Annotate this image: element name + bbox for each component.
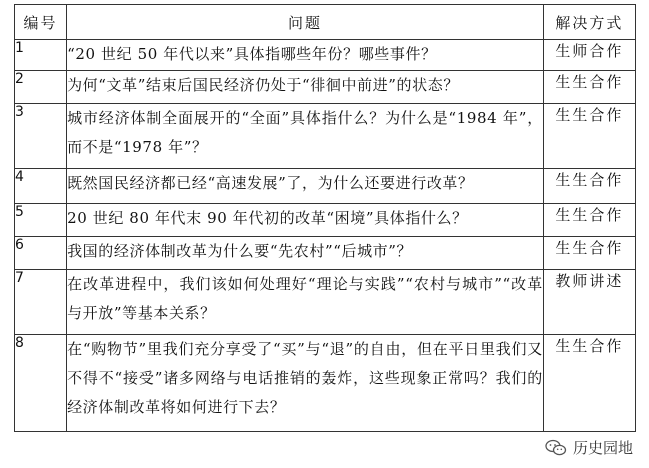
row-number: 8 — [15, 335, 67, 432]
row-number: 1 — [15, 40, 67, 71]
table-row — [15, 204, 636, 237]
row-method: 生生合作 — [543, 204, 635, 237]
table-row — [15, 40, 636, 71]
row-number: 4 — [15, 169, 67, 204]
row-method: 生生合作 — [543, 237, 635, 270]
row-method: 生生合作 — [543, 335, 635, 432]
header-row — [15, 5, 636, 40]
watermark-text: 历史园地 — [572, 439, 633, 457]
row-question: “20 世纪 50 年代以来”具体指哪些年份？哪些事件？ — [67, 40, 544, 71]
row-question: 为何“文革”结束后国民经济仍处于“徘徊中前进”的状态？ — [67, 71, 544, 104]
row-method: 教师讲述 — [543, 270, 635, 335]
table-row — [15, 270, 636, 335]
wechat-icon — [545, 439, 567, 457]
table-row — [15, 71, 636, 104]
row-number: 5 — [15, 204, 67, 237]
row-question: 既然国民经济都已经“高速发展”了，为什么还要进行改革？ — [67, 169, 544, 204]
row-question: 我国的经济体制改革为什么要“先农村”“后城市”？ — [67, 237, 544, 270]
header-method: 解决方式 — [543, 5, 635, 40]
row-number: 2 — [15, 71, 67, 104]
row-question: 城市经济体制全面展开的“全面”具体指什么？为什么是“1984 年”，而不是“1978 年”？ — [67, 104, 544, 169]
row-method: 生生合作 — [543, 104, 635, 169]
watermark — [545, 437, 633, 458]
table-row — [15, 335, 636, 432]
row-number: 7 — [15, 270, 67, 335]
table-row — [15, 104, 636, 169]
row-question: 20 世纪 80 年代末 90 年代初的改革“困境”具体指什么？ — [67, 204, 544, 237]
row-method: 生师合作 — [543, 40, 635, 71]
row-number: 6 — [15, 237, 67, 270]
row-question: 在改革进程中，我们该如何处理好“理论与实践”“农村与城市”“改革与开放”等基本关系？ — [67, 270, 544, 335]
table-row — [15, 169, 636, 204]
table-row — [15, 237, 636, 270]
row-method: 生生合作 — [543, 169, 635, 204]
header-number: 编号 — [15, 5, 67, 40]
row-number: 3 — [15, 104, 67, 169]
header-question: 问题 — [67, 5, 544, 40]
row-method: 生生合作 — [543, 71, 635, 104]
questions-table — [14, 4, 636, 432]
row-question: 在“购物节”里我们充分享受了“买”与“退”的自由，但在平日里我们又不得不“接受”诸多网络与电话推销的轰炸，这些现象正常吗？我们的经济体制改革将如何进行下去？ — [67, 335, 544, 432]
